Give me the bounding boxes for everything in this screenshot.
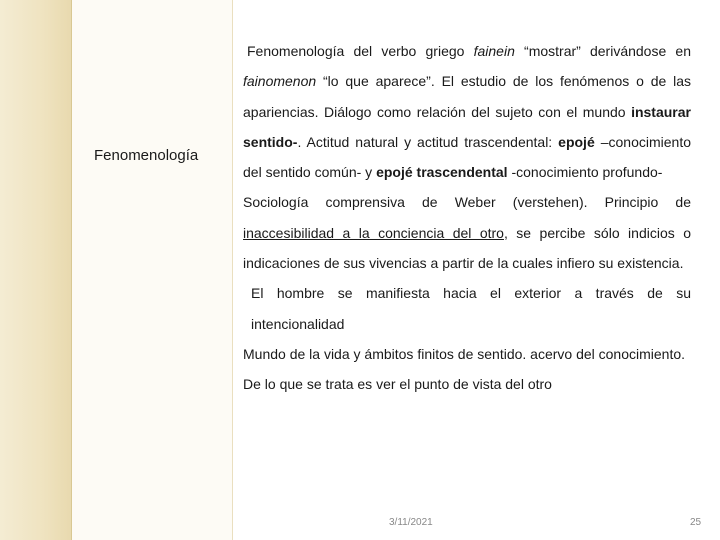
paragraph-weber: Sociología comprensiva de Weber (verstehen). Principio de inaccesibilidad a la conciencia del otro, se percibe sólo indicios o indicaciones de sus vivencias a partir de la cuales infiero su existencia.	[243, 194, 691, 272]
decorative-side-band	[0, 0, 72, 540]
paragraph-punto-vista: De lo que se trata es ver el punto de vista del otro	[243, 376, 552, 393]
left-title-panel	[72, 0, 233, 540]
slide-body	[243, 36, 691, 400]
slide-heading: Fenomenología	[94, 147, 199, 164]
paragraph-mundo-vida: Mundo de la vida y ámbitos finitos de sentido. acervo del conocimiento.	[243, 345, 686, 362]
paragraph-intencionalidad: El hombre se manifiesta hacia el exterior a través de su intencionalidad	[251, 285, 691, 332]
paragraph-fenomenologia: Fenomenología del verbo griego fainein “mostrar” derivándose en fainomenon “lo que aparece”. El estudio de los fenómenos o de las apariencias. Diálogo como relación del sujeto con el mundo instaurar sentido-. Actitud natural y actitud trascendental: epojé –conocimiento del sentido común- y epojé trascendental -conocimiento profundo-	[243, 43, 691, 181]
page-number: 25	[690, 517, 702, 528]
footer-date: 3/11/2021	[389, 517, 433, 528]
